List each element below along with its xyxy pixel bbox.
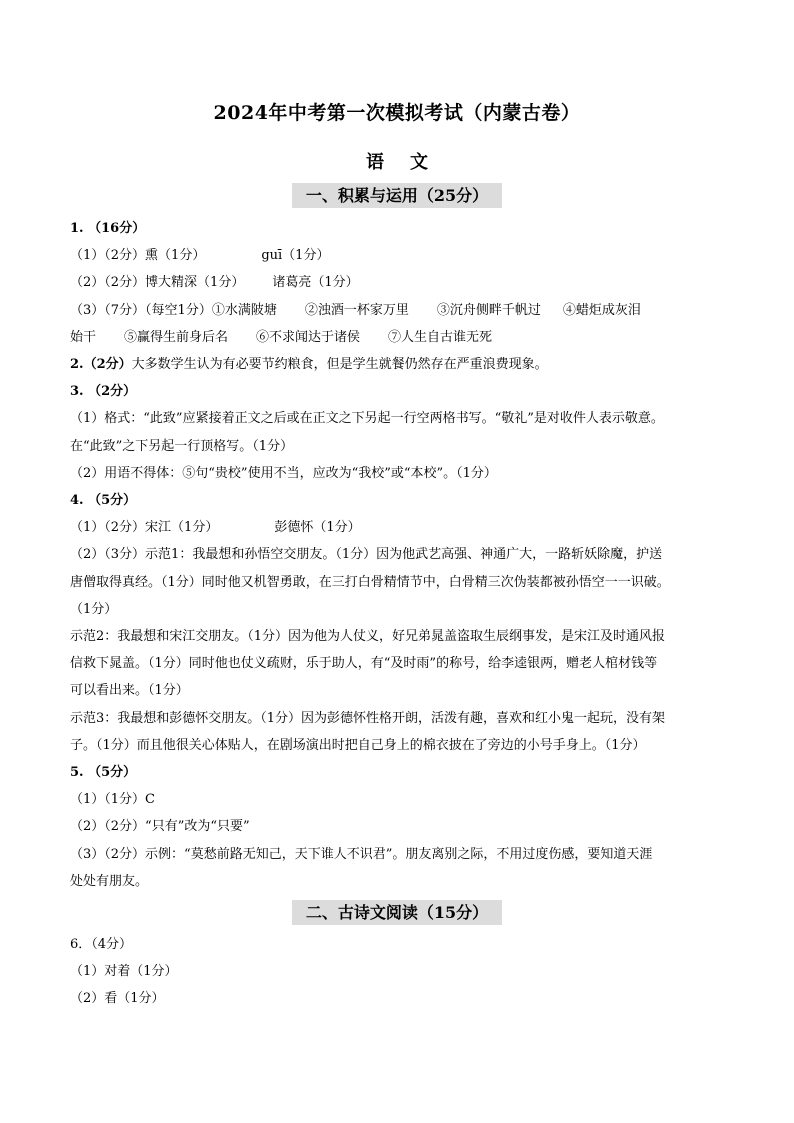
q1-l2-part-a: （2）（2分）博大精深（1分） <box>70 275 245 291</box>
answer-content-2 <box>70 931 728 1013</box>
q1-l3-part-a: （3）（7分）（每空1分）①水满陂塘 <box>70 302 277 318</box>
q1-line-3 <box>70 297 728 324</box>
q1-l2-part-b: 诸葛亮（1分） <box>272 275 359 291</box>
q4-heading: 4. （5分） <box>70 493 137 509</box>
q3-line-1: （1）格式：“此致”应紧接着正文之后或在正文之下另起一行空两格书写。“敬礼”是对收件人表示敬意。 <box>70 411 664 427</box>
q2-text: 大多数学生认为有必要节约粮食，但是学生就餐仍然存在严重浪费现象。 <box>131 357 548 373</box>
q1-l4-part-d: ⑦人生自古谁无死 <box>388 329 493 345</box>
q4-line-4: （1分） <box>70 601 118 617</box>
q5-line-3: （3）（2分）示例：“莫愁前路无知己，天下谁人不识君”。朋友离别之际，不用过度伤感，要知道天涯 <box>70 846 653 862</box>
q5-line-2: （2）（2分）“只有”改为“只要” <box>70 819 250 835</box>
q1-l1-part-a: （1）（2分）熏（1分） <box>70 248 206 264</box>
subject-title: 语文 <box>366 152 454 173</box>
q1-line-4 <box>70 324 728 351</box>
answer-content <box>70 215 728 895</box>
q1-heading: 1. （16分） <box>70 221 146 236</box>
section-heading-1: 一、积累与运用（25分） <box>292 183 502 208</box>
q6-line-1: （1）对着（1分） <box>70 964 178 980</box>
q5-line-4: 处处有朋友。 <box>70 873 149 889</box>
q2-line <box>70 351 728 378</box>
q5-heading: 5. （5分） <box>70 765 137 781</box>
q4-l1-part-a: （1）（2分）宋江（1分） <box>70 520 219 536</box>
q4-line-7: 可以看出来。（1分） <box>70 683 189 699</box>
q4-line-9: 子。（1分）而且他很关心体贴人，在剧场演出时把自己身上的棉衣披在了旁边的小号手身上。（1分） <box>70 737 646 753</box>
q1-line-2 <box>70 269 728 296</box>
q6-heading: 6．（4分） <box>70 937 133 952</box>
q4-l1-part-b: 彭德怀（1分） <box>274 520 361 536</box>
q4-line-6: 信救下晁盖。（1分）同时他也仗义疏财，乐于助人，有“及时雨”的称号，给李逵银两，赠老人棺材钱等 <box>70 656 658 672</box>
q3-heading: 3. （2分） <box>70 384 137 400</box>
q1-l1-part-b: guī（1分） <box>261 248 330 264</box>
q4-line-2: （2）（3分）示范1：我最想和孙悟空交朋友。（1分）因为他武艺高强、神通广大，一路斩妖除魔，护送 <box>70 547 663 563</box>
q5-line-1: （1）（1分）C <box>70 792 155 808</box>
q1-l4-part-b: ⑤赢得生前身后名 <box>124 329 229 345</box>
q4-line-5: 示范2：我最想和宋江交朋友。（1分）因为他为人仗义，好兄弟晁盖盗取生辰纲事发，是宋江及时通风报 <box>70 629 666 645</box>
q1-l3-part-c: ③沉舟侧畔千帆过 <box>436 302 541 318</box>
q1-l4-part-a: 始干 <box>70 329 97 345</box>
q1-l4-part-c: ⑥不求闻达于诸侯 <box>256 329 361 345</box>
q2-heading: 2.（2分） <box>70 357 132 373</box>
q4-line-1 <box>70 514 728 541</box>
q4-line-8: 示范3：我最想和彭德怀交朋友。（1分）因为彭德怀性格开朗，活泼有趣，喜欢和红小鬼一起玩，没有架 <box>70 710 666 726</box>
q3-line-3: （2）用语不得体：⑤句“贵校”使用不当，应改为“我校”或“本校”。（1分） <box>70 465 497 481</box>
q6-line-2: （2）看（1分） <box>70 991 165 1007</box>
q1-line-1 <box>70 242 728 269</box>
section-heading-2: 二、古诗文阅读（15分） <box>292 900 502 925</box>
q1-l3-part-d: ④蜡炬成灰泪 <box>562 302 641 318</box>
q1-l3-part-b: ②浊酒一杯家万里 <box>304 302 409 318</box>
page-title: 2024年中考第一次模拟考试（内蒙古卷） <box>213 102 581 124</box>
q3-line-2: 在“此致”之下另起一行顶格写。（1分） <box>70 438 294 454</box>
q4-line-3: 唐僧取得真经。（1分）同时他又机智勇敢，在三打白骨精情节中，白骨精三次伪装都被孙悟空一一识破。 <box>70 574 670 590</box>
